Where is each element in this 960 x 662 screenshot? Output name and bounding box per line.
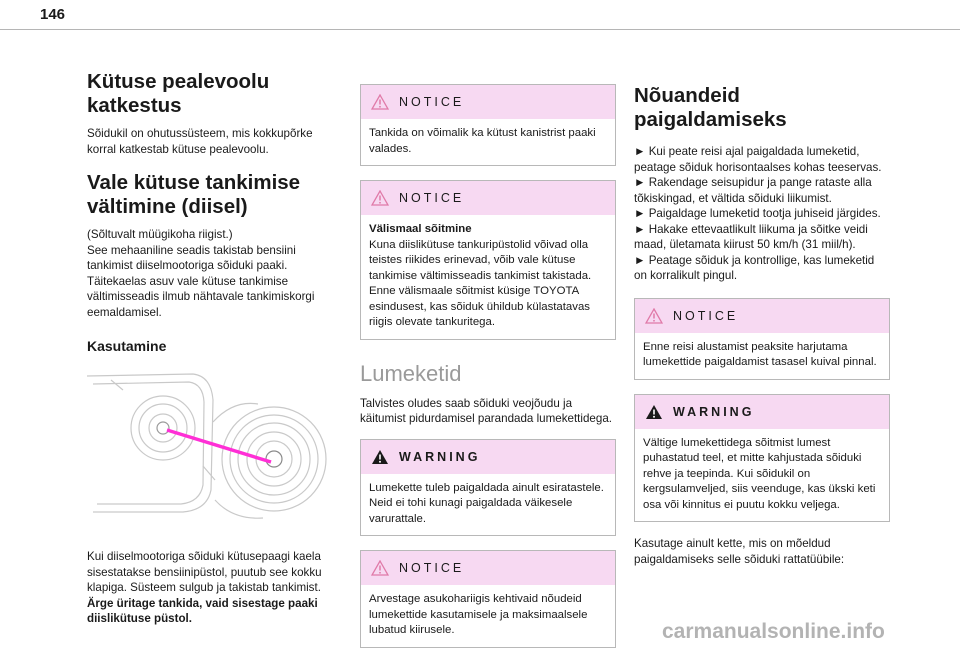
- text-fuel-cut: Sõidukil on ohutussüsteem, mis kokkupõrke korral katkestab kütuse pealevoolu.: [87, 127, 313, 156]
- heading-snow-chains: Lumeketid: [360, 360, 462, 386]
- notice-text-3: Arvestage asukohariigis kehtivaid nõudeid lumekettide kasutamisele ja maksimaalsele lubatud kiirusele.: [369, 593, 588, 636]
- notice-label: NOTICE: [399, 191, 465, 205]
- warning-label: WARNING: [399, 449, 481, 464]
- notice-text-1: Tankida on võimalik ka kütust kanistrist paaki valades.: [369, 127, 596, 155]
- warning-text-1: Lumekette tuleb paigaldada ainult esiratastele. Neid ei tohi kunagi paigaldada väikesele varurattale.: [369, 481, 604, 525]
- step-3: ► Paigaldage lumeketid tootja juhiseid järgides.: [634, 207, 881, 220]
- warning-box-2: [634, 394, 890, 523]
- notice-text-2: Kuna diislikütuse tankuripüstolid võivad olla teistes riikides erinevad, võib vale kütuse tankimise vältimisseadis tankimist takistada. Enne välismaale sõitmist küsige TOYOTA esindusest, kas sõiduk ühildub külastatavas riigis olevate tankuritega.: [369, 238, 592, 328]
- heading-misfuel: Vale kütuse tankimise vältimine (diisel): [87, 171, 301, 218]
- middle-column: [360, 84, 616, 662]
- warning-triangle-icon: [645, 308, 663, 324]
- notice-box-1: [360, 84, 616, 166]
- warning-triangle-icon: [371, 560, 389, 576]
- notice-text-4: Enne reisi alustamist peaksite harjutama lumekettide paigaldamist tasasel kuival pinnal.: [643, 340, 877, 368]
- notice-label: NOTICE: [673, 308, 739, 323]
- notice-label: NOTICE: [399, 561, 465, 575]
- notice-box-3: [360, 550, 616, 648]
- warning-triangle-icon: [645, 404, 663, 420]
- text-usage: Kui diiselmootoriga sõiduki kütusepaagi kaela sisestatakse bensiinipüstol, puutub see kokku klapiga. Süsteem sulgub ja takistab tankimist.: [87, 550, 322, 594]
- warning-triangle-icon: [371, 449, 389, 465]
- step-4: ► Hakake ettevaatlikult liikuma ja sõitke veidi maad, ületamata kiirust 50 km/h (31 miil/h).: [634, 222, 868, 251]
- notice-title-2: Välismaal sõitmine: [369, 223, 472, 235]
- warning-header-2: [635, 395, 889, 429]
- step-5: ► Peatage sõiduk ja kontrollige, kas lumeketid on korralikult pingul.: [634, 253, 875, 282]
- step-2: ► Rakendage seisupidur ja pange rataste alla tõkiskingad, et vältida sõiduki liikumist.: [634, 176, 872, 205]
- page-number: 146: [40, 6, 66, 23]
- warning-header-1: [361, 440, 615, 474]
- notice-header-1: [361, 85, 615, 119]
- heading-usage: Kasutamine: [87, 338, 167, 354]
- header-divider: [0, 29, 960, 30]
- notice-header-4: [635, 299, 889, 333]
- heading-fuel-cut: Kütuse pealevoolu katkestus: [87, 70, 270, 117]
- warning-label: WARNING: [673, 404, 755, 419]
- text-misfuel-country: (Sõltuvalt müügikoha riigist.): [87, 228, 233, 241]
- notice-box-2: [360, 180, 616, 340]
- text-usage-bold: Ärge üritage tankida, vaid sisestage paaki diislikütuse püstol.: [87, 596, 318, 625]
- notice-header-3: [361, 551, 615, 585]
- notice-header-2: [361, 181, 615, 215]
- text-snow-chains: Talvistes oludes saab sõiduki veojõudu ja käitumist pidurdamisel parandada lumekettidega.: [360, 396, 612, 425]
- watermark: carmanualsonline.info: [662, 620, 885, 643]
- fuel-filler-illustration: [83, 370, 328, 530]
- warning-triangle-icon: [371, 190, 389, 206]
- warning-triangle-icon: [371, 94, 389, 110]
- warning-text-2: Vältige lumekettidega sõitmist lumest puhastatud teel, et mitte kahjustada sõiduki rehve ja teepinda. Kui sõidukil on kergsulamveljed, siis veenduge, kas ükski keti osa või kinnitus ei puutu kokku veljega.: [643, 436, 876, 511]
- notice-content-2: [361, 215, 615, 339]
- heading-install-tips: Nõuandeid paigaldamiseks: [634, 84, 787, 131]
- right-column: [634, 84, 890, 567]
- warning-box-1: [360, 439, 616, 537]
- text-misfuel-desc: See mehaaniline seadis takistab bensiini tankimist diiselmootoriga sõiduki paaki. Täitekaelas asuv vale kütuse tankimise vältimisseadis ilmub nähtavale tankimiskorgi eemaldamisel.: [87, 243, 315, 319]
- text-chain-type: Kasutage ainult kette, mis on mõeldud paigaldamiseks selle sõiduki rattatüübile:: [634, 537, 845, 566]
- notice-box-4: [634, 298, 890, 380]
- step-1: ► Kui peate reisi ajal paigaldada lumeketid, peatage sõiduk horisontaalses kohas teeservas.: [634, 145, 882, 174]
- left-column: [87, 70, 329, 627]
- notice-label: NOTICE: [399, 95, 465, 109]
